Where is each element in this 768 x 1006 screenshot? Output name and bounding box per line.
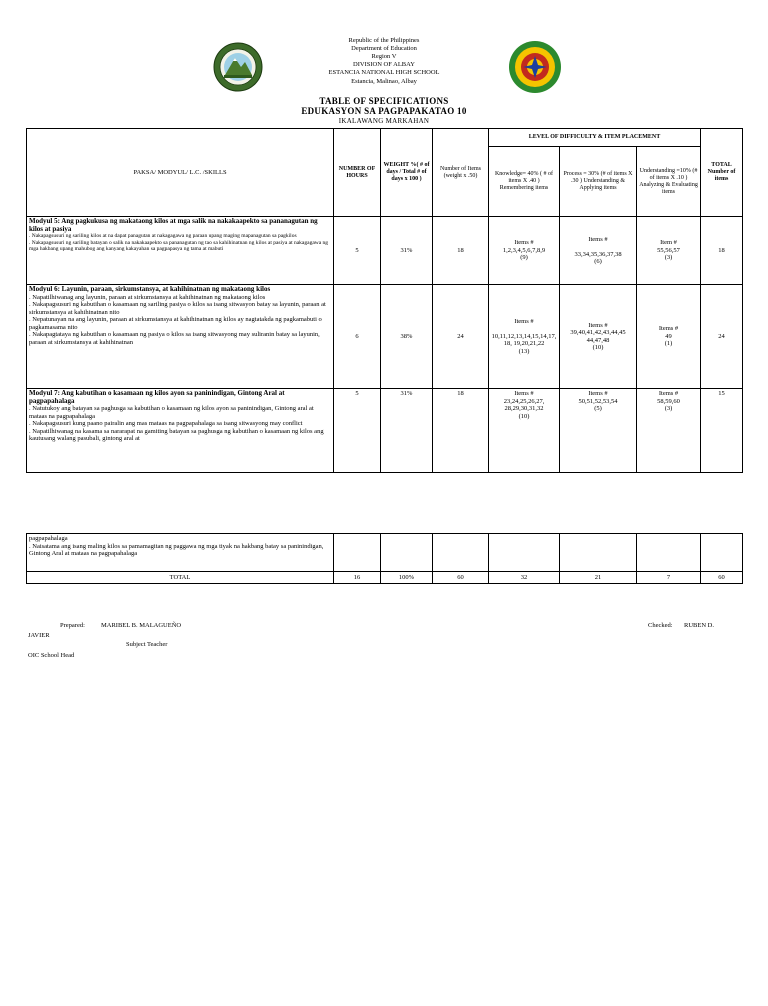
header-weight: WEIGHT %( # of days / Total # of days x 100 ) xyxy=(381,129,433,217)
header-level: LEVEL OF DIFFICULTY & ITEM PLACEMENT xyxy=(489,129,701,147)
prepared-name: MARIBEL B. MALAGUEÑO xyxy=(101,622,182,629)
subject-title: EDUKASYON SA PAGPAPAKATAO 10 xyxy=(301,106,467,116)
items-cell: 18 xyxy=(433,217,489,285)
table-row xyxy=(27,534,743,572)
header-items: Number of Items (weight x .50) xyxy=(433,129,489,217)
competency-line: pagpapahalaga xyxy=(29,535,68,542)
quarter-title: IKALAWANG MARKAHAN xyxy=(338,117,430,125)
competency-line: . Nepatunayan na ang layunin, paraan at sirkumstansya at kahihinatnan ng kilos ay nagtatakda ng pagkamabuti o pagkamasama nito xyxy=(29,316,322,331)
hours-cell: 5 xyxy=(334,389,381,473)
header-knowledge: Knowledge= 40% ( # of items X .40 ) Remembering items xyxy=(489,147,560,217)
understanding-cell: Items # 58,59,60 (3) xyxy=(637,389,701,473)
checked-name-continued: JAVIER xyxy=(28,632,50,639)
total-weight: 100% xyxy=(381,572,433,584)
process-cell: Items # 50,51,52,53,54 (5) xyxy=(560,389,637,473)
header-understanding: Understanding =10% (# of items X .10 ) Analyzing & Evaluating items xyxy=(637,147,701,217)
knowledge-cell: Items # 23,24,25,26,27, 28,29,30,31,32 (10) xyxy=(489,389,560,473)
header-line-3: Region V xyxy=(371,53,397,60)
total-understanding: 7 xyxy=(637,572,701,584)
topic-cell xyxy=(27,285,334,389)
competency-line: . Natutukoy ang batayan sa paghusga sa kabutihan o kasamaan ng kilos ayon sa paninindigan, Gintong aral at mataas na pagpapahalaga xyxy=(29,405,314,420)
competency-line: . Nakapagtataya ng kabutihan o kasamaan ng pasiya o kilos sa isang sitwasyong may suliranin batay sa layunin, paraan at sirkumstansya at kahihinatnan xyxy=(29,331,320,346)
weight-cell: 31% xyxy=(381,217,433,285)
topic-cell xyxy=(27,389,334,473)
competency-line: . Nakapagsusuri ng sariling batayan o salik na nakakaapekto sa pananagutan ng tao sa kahihinatnan ng kilos at pasiya at nakagagawa ng mga hakbang upang mahubog ang kanyang kakayahan sa pagpapasya ng tama at mabuti xyxy=(29,239,329,252)
knowledge-cell: Items # 1,2,3,4,5,6,7,8,9 (9) xyxy=(489,217,560,285)
total-cell: 15 xyxy=(701,389,743,473)
prepared-label: Prepared: xyxy=(60,622,85,629)
competency-line: . Nakapagsusuri ng sariling kilos at na dapat panagutan at nakagagawa ng paraan upang maging mapanagutan sa pagkilos xyxy=(29,233,297,239)
table-row xyxy=(27,285,743,389)
total-row xyxy=(27,572,743,584)
table-row xyxy=(27,217,743,285)
total-cell: 24 xyxy=(701,285,743,389)
hours-cell: 5 xyxy=(334,217,381,285)
total-hours: 16 xyxy=(334,572,381,584)
header-line-6: Estancia, Malinao, Albay xyxy=(351,78,417,85)
total-items: 60 xyxy=(433,572,489,584)
topic-cell xyxy=(27,534,334,572)
understanding-cell: Item # 55,56,57 (3) xyxy=(637,217,701,285)
document-title: TABLE OF SPECIFICATIONS xyxy=(319,96,449,106)
continuation-table xyxy=(26,533,743,584)
prepared-role: Subject Teacher xyxy=(126,641,168,648)
competency-line: . Napatilhiwanag ang layunin, paraan at sirkumstansya at kahihinatnan ng makataong kilos xyxy=(29,293,266,301)
total-label: TOTAL xyxy=(27,572,334,584)
process-cell: Items # 39,40,41,42,43,44,45 44,47,48 (10) xyxy=(560,285,637,389)
header-line-2: Department of Education xyxy=(351,45,417,52)
weight-cell: 38% xyxy=(381,285,433,389)
items-cell: 24 xyxy=(433,285,489,389)
understanding-cell: Items # 49 (1) xyxy=(637,285,701,389)
process-cell: Items # 33,34,35,36,37,38 (6) xyxy=(560,217,637,285)
competency-line: . Nakapagsusuri ng kabutihan o kasamaan ng sariling pasiya o kilos sa isang sitwasyon batay sa layunin, paraan at sirkumstansya at kahihinatnan nito xyxy=(29,301,326,316)
weight-cell: 31% xyxy=(381,389,433,473)
header-process: Process = 30% (# of items X .30 ) Understanding & Applying items xyxy=(560,147,637,217)
header-line-1: Republic of the Philippines xyxy=(348,37,420,44)
header-line-5: ESTANCIA NATIONAL HIGH SCHOOL xyxy=(328,69,440,76)
table-row xyxy=(27,389,743,473)
competency-line: . Nakapagsusuri kung paano pairalin ang mas mataas na pagpapahalaga sa isang sitwasyong may conflict xyxy=(29,420,303,427)
module-title: Modyul 5: Ang pagkukusa ng makataong kilos at mga salik na nakakaapekto sa pananagutan ng kilos at pasiya xyxy=(29,217,318,233)
header-total: TOTAL Number of items xyxy=(701,129,743,217)
hours-cell: 6 xyxy=(334,285,381,389)
header-line-4: DIVISION OF ALBAY xyxy=(353,61,415,68)
checked-label: Checked: xyxy=(648,622,673,629)
checked-name: RUBEN D. xyxy=(684,622,714,629)
competency-line: . Napatilhiwanag na kasama sa nararapat na gamiting batayan sa paghusga ng kabutihan o kasamaan ng kilos ang kautusang walang pasubali, gintong aral at xyxy=(29,427,324,442)
total-process: 21 xyxy=(560,572,637,584)
header-hours: NUMBER OF HOURS xyxy=(334,129,381,217)
items-cell: 18 xyxy=(433,389,489,473)
topic-cell xyxy=(27,217,334,285)
total-total: 60 xyxy=(701,572,743,584)
knowledge-cell: Items # 10,11,12,13,14,15,14,17, 18, 19,20,21,22 (13) xyxy=(489,285,560,389)
checked-role: OIC School Head xyxy=(28,652,75,659)
total-knowledge: 32 xyxy=(489,572,560,584)
competency-line: . Naisatama ang isang maling kilos sa pamamagitan ng paggawa ng mga tiyak na hakbang batay sa paninindigan, Gintong Aral at mataas na pagpapahalaga xyxy=(29,542,324,557)
module-title: Modyul 6: Layunin, paraan, sirkumstansya, at kahihinatnan ng makataong kilos xyxy=(29,285,271,293)
header-skills: PAKSA/ MODYUL/ L.C. /SKILLS xyxy=(27,129,334,217)
specifications-table xyxy=(26,128,743,473)
total-cell: 18 xyxy=(701,217,743,285)
module-title: Modyul 7: Ang kabutihan o kasamaan ng kilos ayon sa paninindigan, Gintong Aral at pagpapahalaga xyxy=(29,389,285,405)
